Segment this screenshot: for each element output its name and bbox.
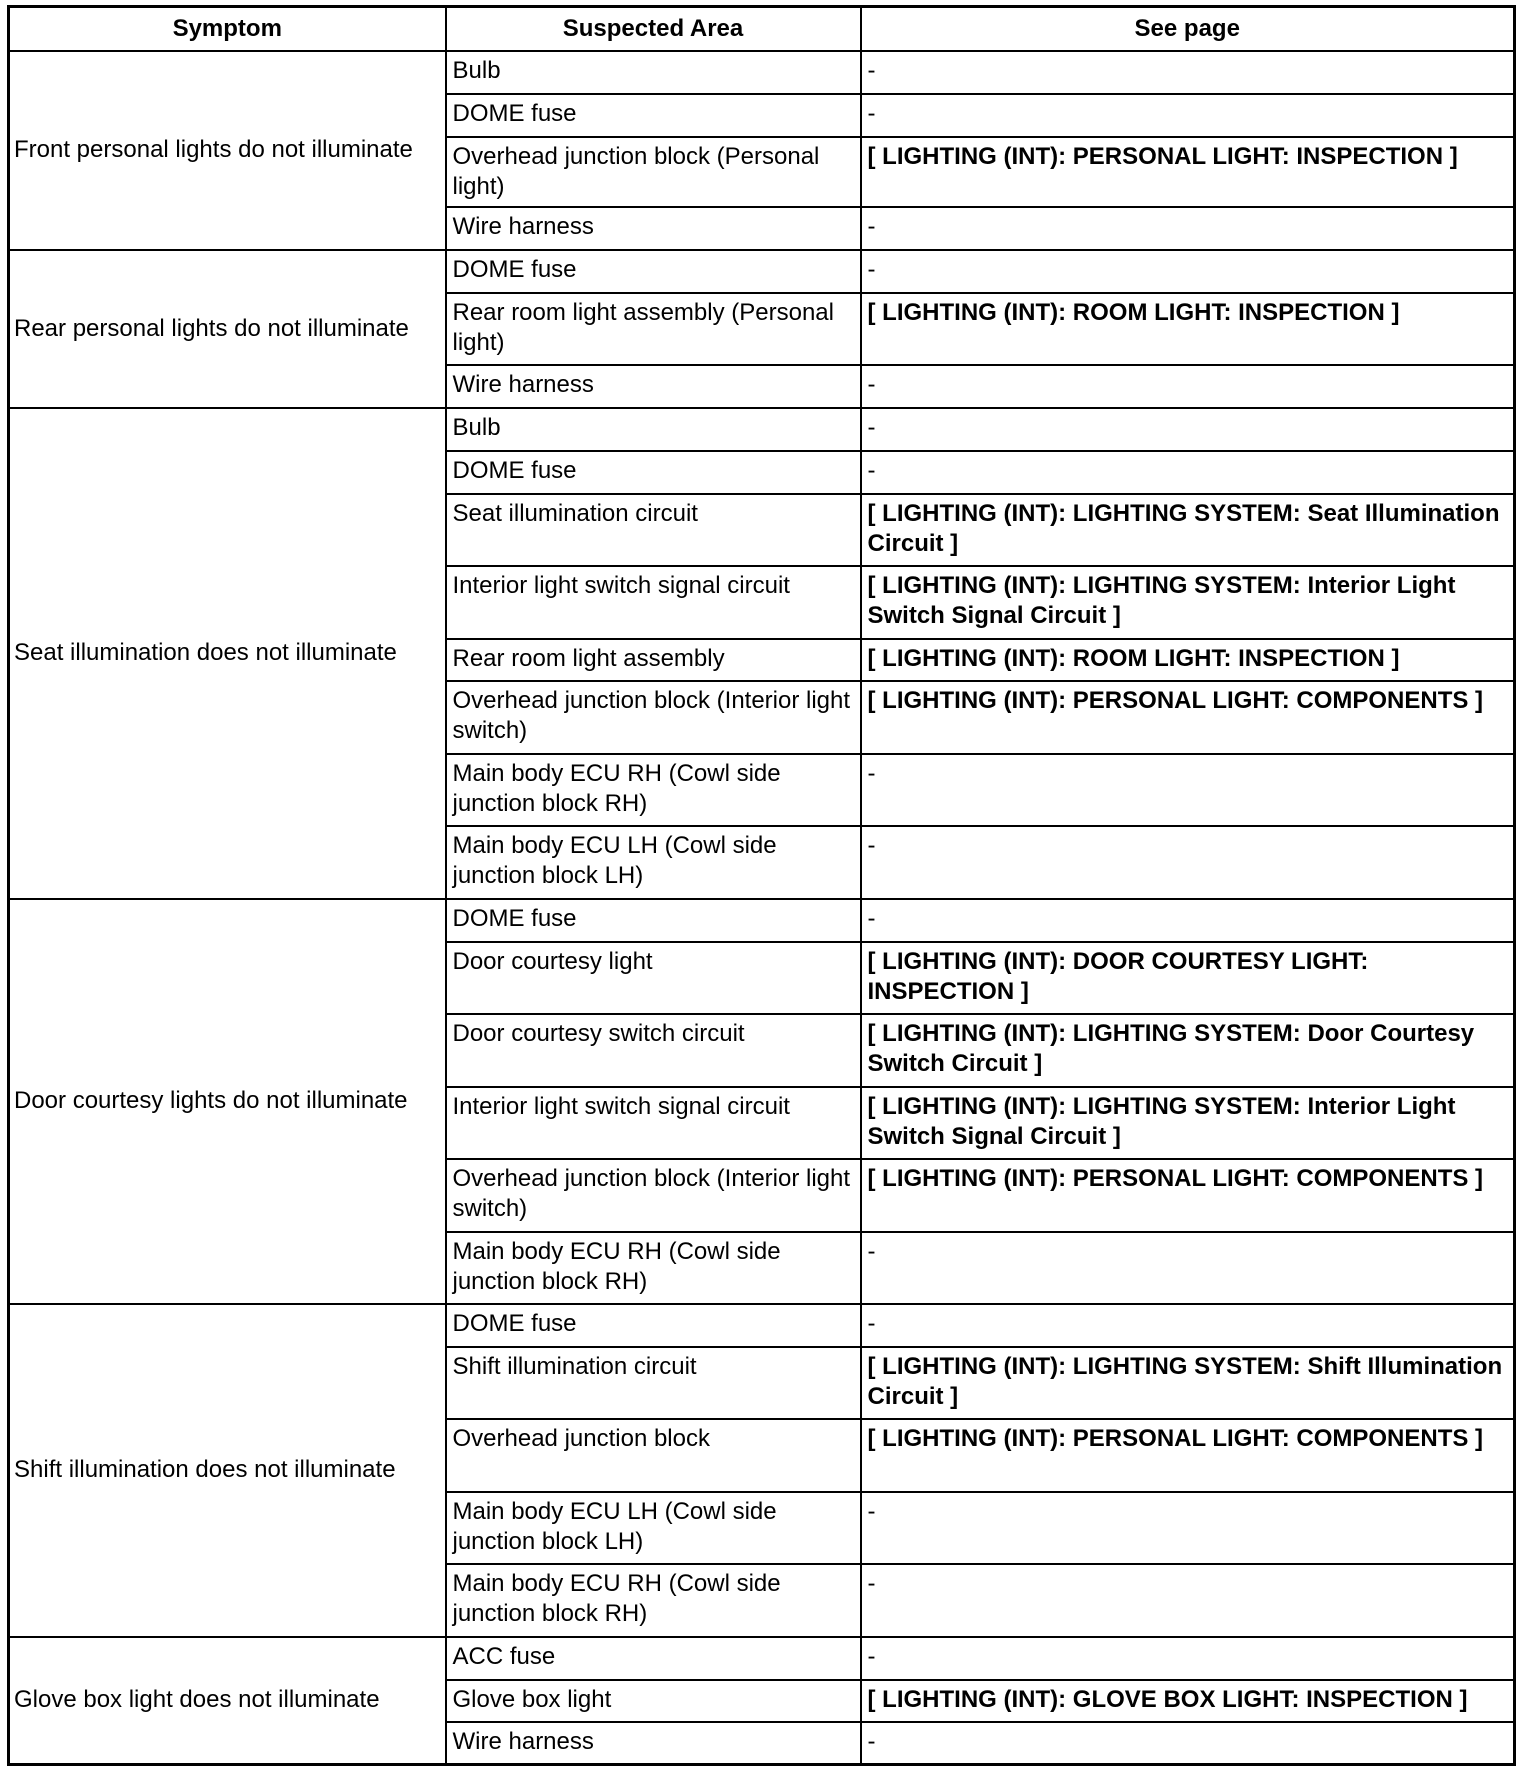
suspected-area-cell: Overhead junction block (Personal light) (446, 137, 861, 207)
see-page-cell: - (861, 51, 1515, 94)
see-page-cell: - (861, 1492, 1515, 1564)
see-page-link[interactable]: [ LIGHTING (INT): LIGHTING SYSTEM: Interior Light Switch Signal Circuit ] (861, 1087, 1515, 1159)
see-page-link[interactable]: [ LIGHTING (INT): PERSONAL LIGHT: COMPONENTS ] (861, 681, 1515, 754)
suspected-area-cell: Rear room light assembly (446, 639, 861, 681)
see-page-cell: - (861, 365, 1515, 408)
suspected-area-cell: Glove box light (446, 1680, 861, 1722)
suspected-area-cell: Overhead junction block (Interior light switch) (446, 1159, 861, 1232)
suspected-area-cell: Door courtesy switch circuit (446, 1014, 861, 1087)
see-page-link[interactable]: [ LIGHTING (INT): DOOR COURTESY LIGHT: INSPECTION ] (861, 942, 1515, 1014)
suspected-area-cell: Main body ECU LH (Cowl side junction block LH) (446, 826, 861, 899)
problem-symptoms-table (7, 5, 1516, 1766)
table-row (9, 408, 1515, 451)
symptom-cell: Rear personal lights do not illuminate (9, 250, 446, 408)
symptom-cell: Front personal lights do not illuminate (9, 51, 446, 250)
table-row (9, 1304, 1515, 1347)
header-suspected-area: Suspected Area (446, 7, 861, 51)
suspected-area-cell: Door courtesy light (446, 942, 861, 1014)
suspected-area-cell: Shift illumination circuit (446, 1347, 861, 1419)
symptom-cell: Glove box light does not illuminate (9, 1637, 446, 1765)
see-page-link[interactable]: [ LIGHTING (INT): LIGHTING SYSTEM: Seat Illumination Circuit ] (861, 494, 1515, 566)
suspected-area-cell: Rear room light assembly (Personal light) (446, 293, 861, 365)
see-page-cell: - (861, 207, 1515, 250)
symptom-cell: Seat illumination does not illuminate (9, 408, 446, 899)
see-page-cell: - (861, 899, 1515, 942)
see-page-link[interactable]: [ LIGHTING (INT): LIGHTING SYSTEM: Interior Light Switch Signal Circuit ] (861, 566, 1515, 639)
table-row (9, 51, 1515, 94)
symptom-cell: Door courtesy lights do not illuminate (9, 899, 446, 1304)
suspected-area-cell: Seat illumination circuit (446, 494, 861, 566)
suspected-area-cell: DOME fuse (446, 250, 861, 293)
table-body (9, 51, 1515, 1765)
suspected-area-cell: ACC fuse (446, 1637, 861, 1680)
see-page-cell: - (861, 451, 1515, 494)
see-page-cell: - (861, 826, 1515, 899)
suspected-area-cell: Wire harness (446, 365, 861, 408)
suspected-area-cell: Bulb (446, 51, 861, 94)
see-page-cell: - (861, 1722, 1515, 1765)
see-page-link[interactable]: [ LIGHTING (INT): PERSONAL LIGHT: COMPONENTS ] (861, 1159, 1515, 1232)
suspected-area-cell: DOME fuse (446, 1304, 861, 1347)
see-page-cell: - (861, 1304, 1515, 1347)
see-page-link[interactable]: [ LIGHTING (INT): LIGHTING SYSTEM: Door Courtesy Switch Circuit ] (861, 1014, 1515, 1087)
header-row (9, 7, 1515, 51)
diagnostic-table-container (7, 5, 1513, 1766)
suspected-area-cell: Overhead junction block (Interior light switch) (446, 681, 861, 754)
see-page-cell: - (861, 1564, 1515, 1637)
suspected-area-cell: Bulb (446, 408, 861, 451)
suspected-area-cell: Overhead junction block (446, 1419, 861, 1492)
see-page-link[interactable]: [ LIGHTING (INT): PERSONAL LIGHT: INSPECTION ] (861, 137, 1515, 207)
table-row (9, 250, 1515, 293)
see-page-cell: - (861, 1232, 1515, 1304)
header-symptom: Symptom (9, 7, 446, 51)
suspected-area-cell: Interior light switch signal circuit (446, 1087, 861, 1159)
table-row (9, 899, 1515, 942)
see-page-link[interactable]: [ LIGHTING (INT): ROOM LIGHT: INSPECTION ] (861, 639, 1515, 681)
suspected-area-cell: Main body ECU RH (Cowl side junction block RH) (446, 1232, 861, 1304)
see-page-cell: - (861, 250, 1515, 293)
suspected-area-cell: Wire harness (446, 1722, 861, 1765)
see-page-cell: - (861, 408, 1515, 451)
suspected-area-cell: DOME fuse (446, 899, 861, 942)
suspected-area-cell: Main body ECU RH (Cowl side junction block RH) (446, 754, 861, 826)
symptom-cell: Shift illumination does not illuminate (9, 1304, 446, 1637)
suspected-area-cell: Wire harness (446, 207, 861, 250)
suspected-area-cell: Main body ECU RH (Cowl side junction block RH) (446, 1564, 861, 1637)
header-see-page: See page (861, 7, 1515, 51)
suspected-area-cell: Main body ECU LH (Cowl side junction block LH) (446, 1492, 861, 1564)
table-row (9, 1637, 1515, 1680)
see-page-cell: - (861, 754, 1515, 826)
see-page-cell: - (861, 94, 1515, 137)
see-page-link[interactable]: [ LIGHTING (INT): LIGHTING SYSTEM: Shift Illumination Circuit ] (861, 1347, 1515, 1419)
suspected-area-cell: DOME fuse (446, 451, 861, 494)
see-page-cell: - (861, 1637, 1515, 1680)
see-page-link[interactable]: [ LIGHTING (INT): PERSONAL LIGHT: COMPONENTS ] (861, 1419, 1515, 1492)
see-page-link[interactable]: [ LIGHTING (INT): ROOM LIGHT: INSPECTION ] (861, 293, 1515, 365)
suspected-area-cell: Interior light switch signal circuit (446, 566, 861, 639)
see-page-link[interactable]: [ LIGHTING (INT): GLOVE BOX LIGHT: INSPECTION ] (861, 1680, 1515, 1722)
suspected-area-cell: DOME fuse (446, 94, 861, 137)
